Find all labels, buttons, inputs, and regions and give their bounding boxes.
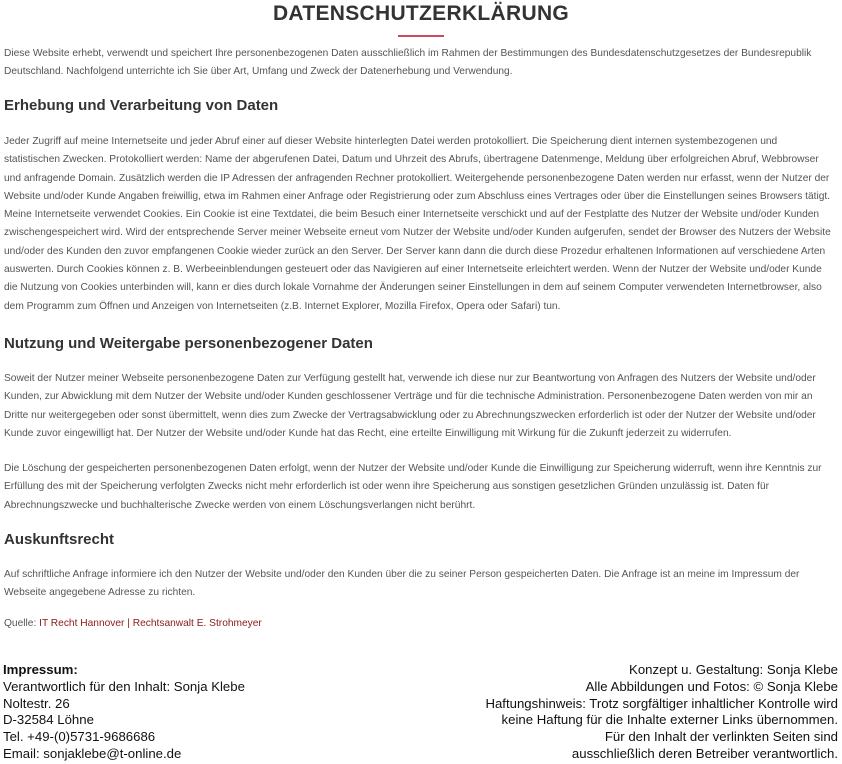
credits-line: ausschließlich deren Betreiber verantwortlich. [571, 745, 838, 761]
footer-impressum [3, 662, 245, 763]
impressum-email: Email: sonjaklebe@t-online.de [3, 745, 182, 761]
impressum-heading: Impressum: [3, 662, 78, 677]
section-heading-auskunft: Auskunftsrecht [4, 531, 115, 548]
impressum-line: Verantwortlich für den Inhalt: Sonja Klebe [3, 678, 245, 694]
section-paragraph-nutzung-2: Die Löschung der gespeicherten personenbezogenen Daten erfolgt, wenn der Nutzer der Website und/oder Kunde die Einwilligung zur Speicherung widerruft, wenn ihre Kenntnis zur Erfüllung des mit der Speicherung verfolgten Zwecks nicht mehr erforderlich ist oder wenn ihre Speicherung aus sonstigen gesetzlichen Gründen unzulässig ist. Daten für Abrechnungszwecke und buchhalterische Zwecke werden von einem Löschungsverlangen nicht berührt. [4, 463, 822, 511]
credits-line: Alle Abbildungen und Fotos: © Sonja Klebe [585, 678, 838, 694]
page-title: DATENSCHUTZERKLÄRUNG [272, 2, 570, 25]
intro-paragraph: Diese Website erhebt, verwendt und speichert Ihre personenbezogenen Daten ausschließlich im Rahmen der Bestimmungen des Bundesdatenschutzgesetzes der Bundesrepublik Deutschland. Nachfolgend unterrichte ich Sie über Art, Umfang und Zweck der Datenerhebung und Verwendung. [4, 48, 812, 78]
source-label: Quelle: [4, 618, 40, 629]
section-paragraph-auskunft: Auf schriftliche Anfrage informiere ich den Nutzer der Website und/oder den Kunden über die zu seiner Person gespeicherten Daten. Die Anfrage ist an meine im Impressum der Webseite angegebene Adresse zu richten. [4, 569, 800, 599]
section-heading-erhebung: Erhebung und Verarbeitung von Daten [4, 97, 279, 114]
section-paragraph-nutzung-1: Soweit der Nutzer meiner Webseite personenbezogene Daten zur Verfügung gestellt hat, verwende ich diese nur zur Beantwortung von Anfragen des Nutzers der Website und/oder Kunden, zur Abwicklung mit dem Nutzer der Website und/oder Kunden geschlossener Verträge und für die technische Administration. Personenbezogene Daten werden von mir an Dritte nur weitergegeben oder sonst übermittelt, wenn dies zum Zwecke der Vertragsabwicklung oder zu Abrechnungszwecken erforderlich ist oder der Nutzer der Website und/oder Kunde zuvor eingewilligt hat. Der Nutzer der Website und/oder Kunde hat das Recht, eine erteilte Einwilligung mit Wirkung für die Zukunft jederzeit zu widerrufen. [4, 373, 816, 439]
source-line [4, 618, 262, 629]
credits-line: Für den Inhalt der verlinkten Seiten sind [604, 729, 838, 745]
impressum-line: D-32584 Löhne [3, 712, 94, 728]
title-underline [398, 35, 444, 37]
credits-line: Konzept u. Gestaltung: Sonja Klebe [629, 662, 838, 677]
impressum-line: Tel. +49-(0)5731-9686686 [3, 729, 156, 745]
credits-line: Haftungshinweis: Trotz sorgfältiger inhaltlicher Kontrolle wird [485, 695, 838, 711]
section-heading-nutzung: Nutzung und Weitergabe personenbezogener Daten [4, 335, 373, 352]
impressum-line: Noltestr. 26 [3, 695, 70, 711]
footer-credits [485, 662, 838, 763]
source-link[interactable]: IT Recht Hannover | Rechtsanwalt E. Strohmeyer [39, 618, 262, 629]
credits-line: keine Haftung für die Inhalte externer Links übernommen. [501, 712, 838, 728]
section-paragraph-erhebung: Jeder Zugriff auf meine Internetseite und jeder Abruf einer auf dieser Website hinterlegten Datei werden protokolliert. Die Speicherung dient internen systembezogenen und statistischen Zwecken. Protokolliert werden: Name der abgerufenen Datei, Datum und Uhrzeit des Abrufs, übertragene Datenmenge, Meldung über erfolgreichen Abruf, Webbrowser und anfragende Domain. Zusätzlich werden die IP Adressen der anfragenden Rechner protokolliert. Weitergehende personenbezogene Daten werden nur erfasst, wenn der Nutzer der Website und/oder Kunde Angaben freiwillig, etwa im Rahmen einer Anfrage oder Registrierung oder zum Abschluss eines Vertrages oder über die Einstellungen seines Browsers tätigt. Meine Internetseite verwendet Cookies. Ein Cookie ist eine Textdatei, die beim Besuch einer Internetseite verschickt und auf der Festplatte des Nutzer der Website und/oder Kunden zwischengespeichert wird. Wird der entsprechende Server meiner Webseite erneut vom Nutzer der Website und/oder Kunden aufgerufen, sendet der Browser des Nutzers der Website und/oder des Kunden den zuvor empfangenen Cookie wieder zurück an den Server. Der Server kann dann die durch diese Prozedur erhaltenen Informationen auf verschiedene Arten auswerten. Durch Cookies können z. B. Werbeeinblendungen gesteuert oder das Navigieren auf einer Internetseite erleichtert werden. Wenn der Nutzer der Website und/oder Kunde die Nutzung von Cookies unterbinden will, kann er dies durch lokale Vornahme der Änderungen seiner Einstellungen in dem auf seinem Computer verwendeten Internetbrowser, also dem Programm zum Öffnen und Anzeigen von Internetseiten (z.B. Internet Explorer, Mozilla Firefox, Opera oder Safari) tun. [4, 136, 831, 312]
